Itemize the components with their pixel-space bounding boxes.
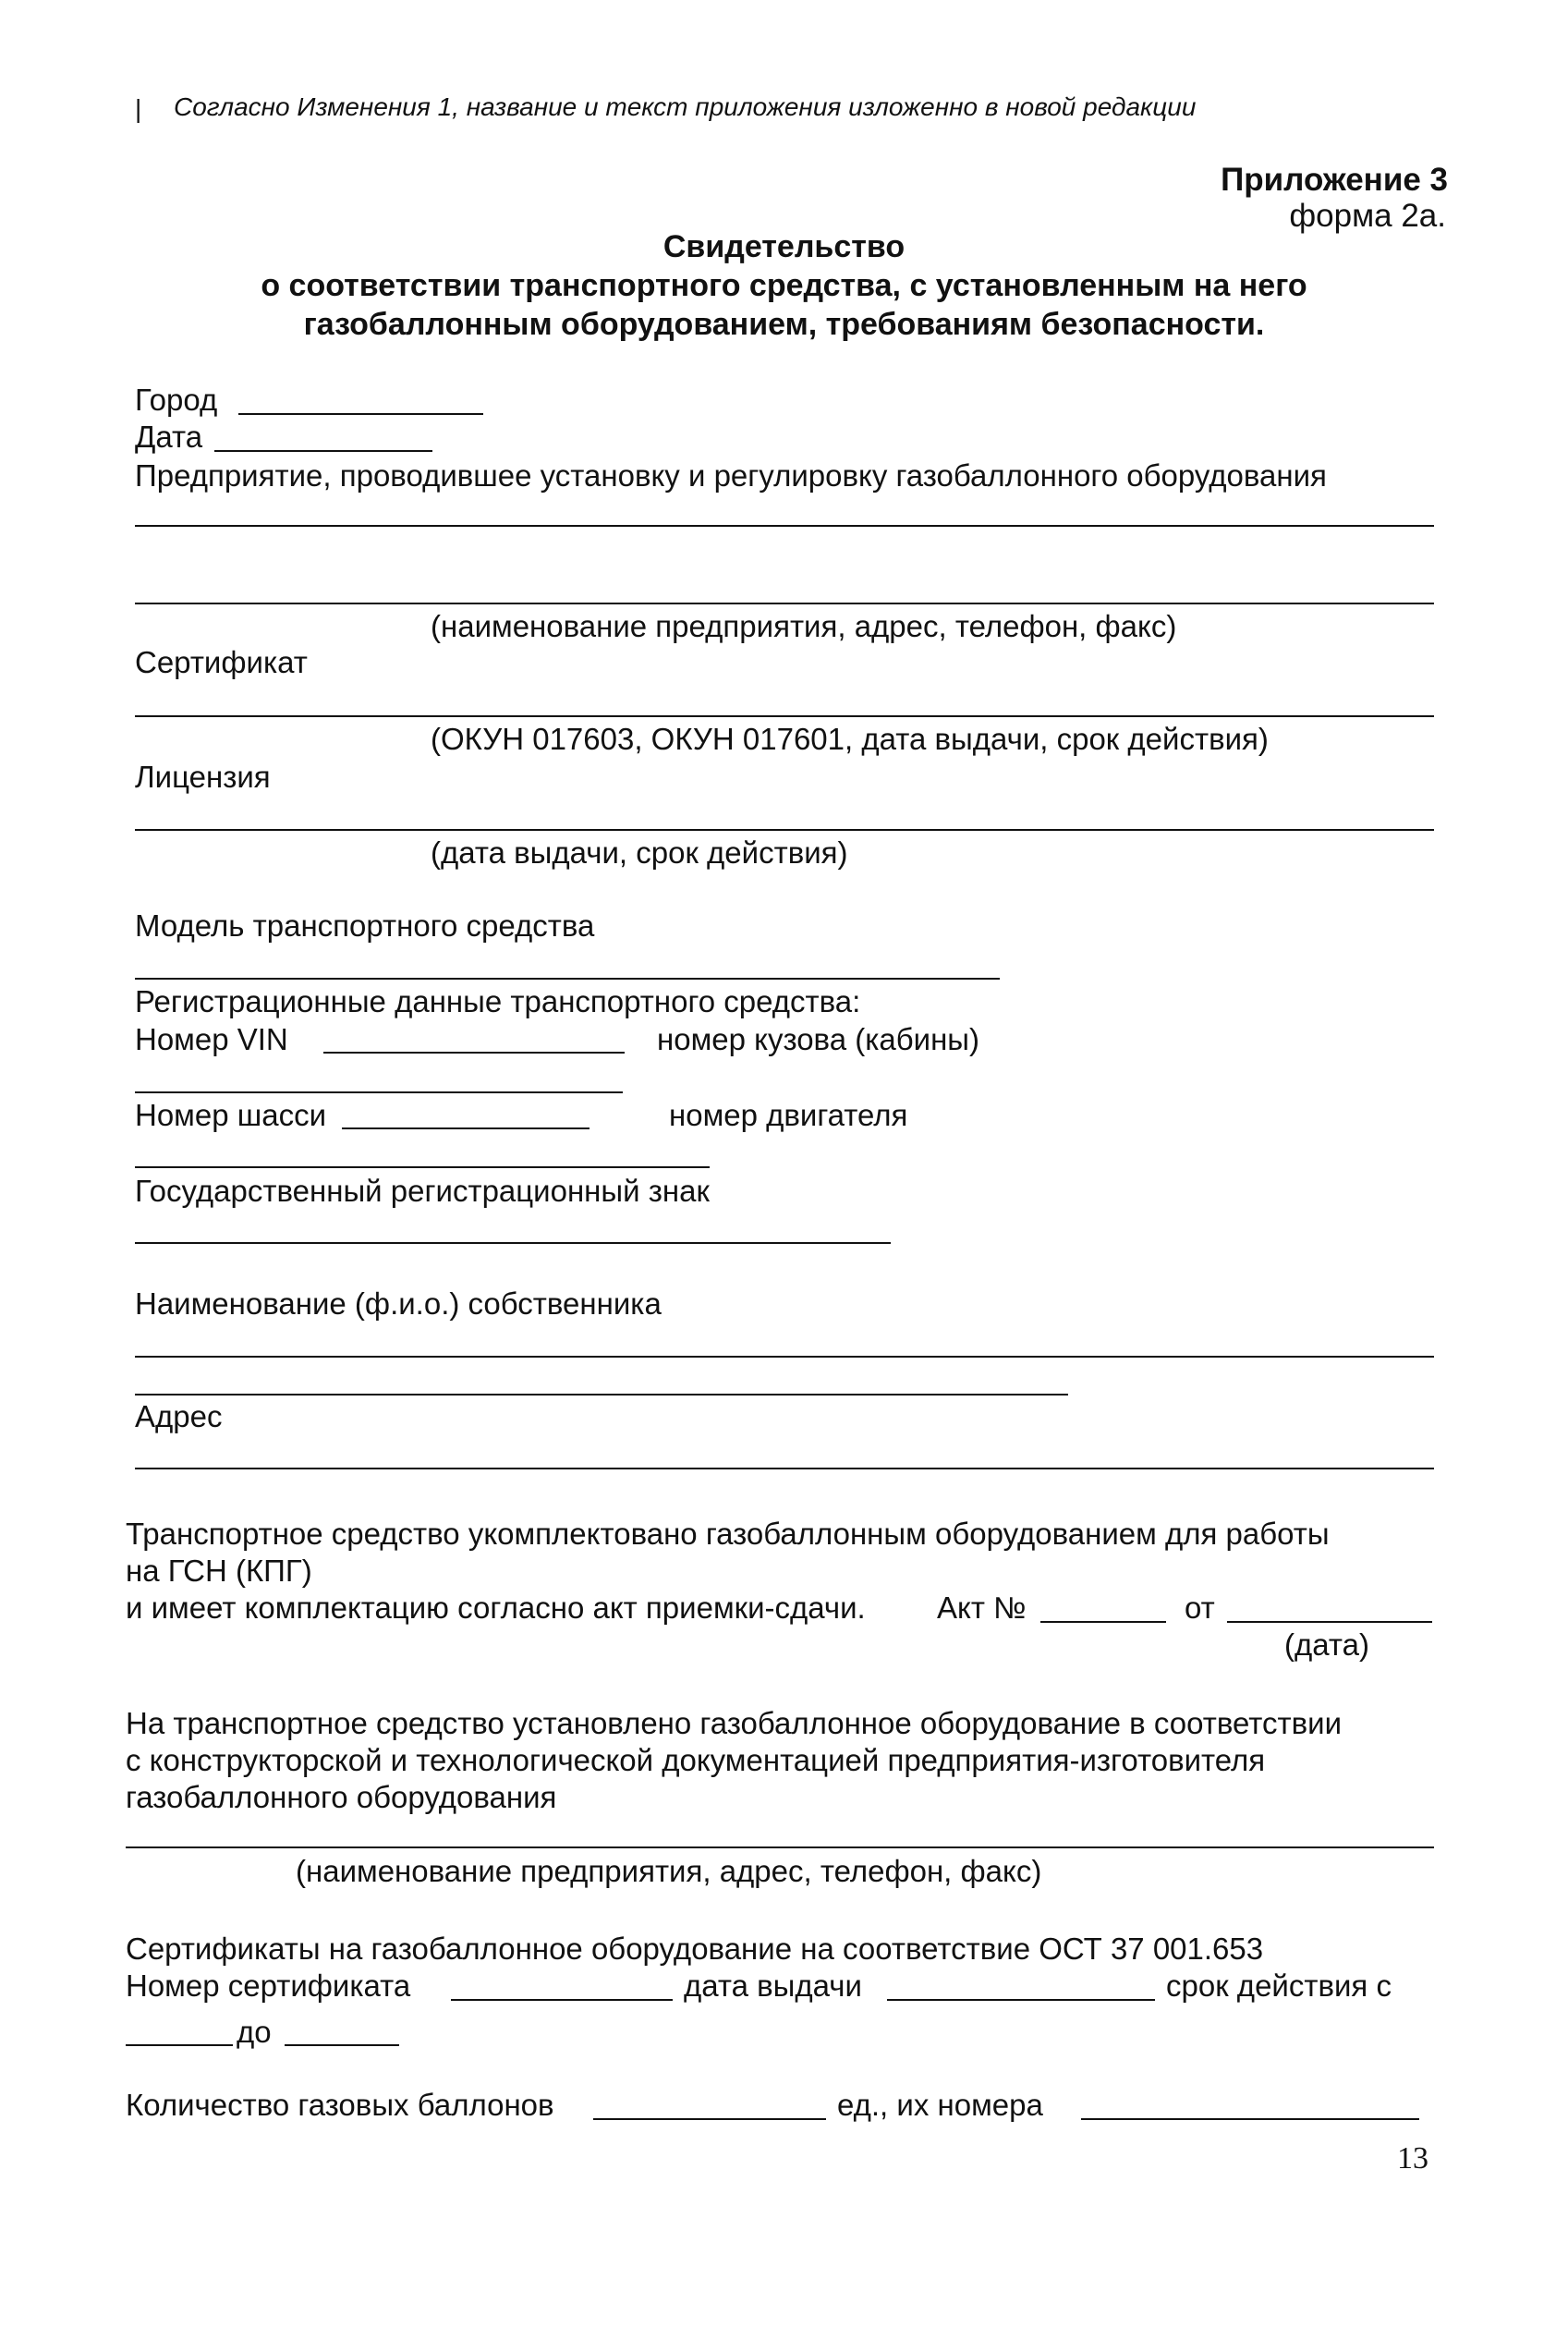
address-label: Адрес — [135, 1399, 223, 1433]
city-label: Город — [135, 383, 218, 417]
cylinders-units-label: ед., их номера — [837, 2088, 1043, 2122]
body-number-line[interactable] — [135, 1091, 623, 1093]
license-line[interactable] — [135, 829, 1434, 831]
document-title: Свидетельство — [662, 229, 906, 264]
manufacturer-hint: (наименование предприятия, адрес, телефон, факс) — [296, 1854, 1042, 1888]
form-number: форма 2а. — [1289, 198, 1446, 234]
state-plate-line[interactable] — [135, 1242, 891, 1244]
revision-mark: | — [135, 94, 142, 123]
appendix-title: Приложение 3 — [1221, 162, 1448, 198]
installed-text-line2: с конструкторской и технологической документацией предприятия-изготовителя — [126, 1743, 1266, 1777]
license-hint: (дата выдачи, срок действия) — [431, 835, 848, 870]
certificates-text: Сертификаты на газобаллонное оборудование на соответствие ОСТ 37 001.653 — [126, 1932, 1264, 1966]
cylinders-count-line[interactable] — [593, 2118, 826, 2120]
certificate-number-label: Номер сертификата — [126, 1968, 411, 2003]
enterprise-hint: (наименование предприятия, адрес, телефон, факс) — [431, 609, 1177, 643]
chassis-line[interactable] — [342, 1127, 590, 1129]
certificate-line[interactable] — [135, 715, 1434, 717]
owner-line-2[interactable] — [135, 1394, 1068, 1395]
certificate-valid-from-line[interactable] — [126, 2044, 233, 2046]
engine-line[interactable] — [135, 1166, 710, 1168]
engine-label: номер двигателя — [669, 1098, 908, 1132]
certificate-issue-date-label: дата выдачи — [684, 1968, 862, 2003]
document-title-line3: газобаллонным оборудованием, требованиям безопасности. — [303, 307, 1265, 342]
owner-line-1[interactable] — [135, 1356, 1434, 1358]
vehicle-model-line[interactable] — [135, 978, 1000, 980]
certificate-number-line[interactable] — [451, 1999, 673, 2001]
certificate-label: Сертификат — [135, 645, 308, 679]
certificate-valid-from-label: срок действия с — [1166, 1968, 1392, 2003]
certificate-issue-date-line[interactable] — [887, 1999, 1155, 2001]
equipment-text-line2: на ГСН (КПГ) — [126, 1554, 312, 1588]
certificate-hint: (ОКУН 017603, ОКУН 017601, дата выдачи, срок действия) — [431, 722, 1269, 756]
page-number: 13 — [1397, 2141, 1428, 2175]
act-from-label: от — [1185, 1590, 1215, 1625]
owner-label: Наименование (ф.и.о.) собственника — [135, 1286, 662, 1321]
installed-text-line3: газобаллонного оборудования — [126, 1780, 557, 1814]
cylinders-count-label: Количество газовых баллонов — [126, 2088, 554, 2122]
act-number-line[interactable] — [1040, 1621, 1166, 1623]
state-plate-label: Государственный регистрационный знак — [135, 1174, 710, 1208]
body-number-label: номер кузова (кабины) — [657, 1022, 980, 1056]
registration-data-label: Регистрационные данные транспортного средства: — [135, 984, 861, 1018]
revision-note: Согласно Изменения 1, название и текст приложения изложенно в новой редакции — [174, 92, 1197, 121]
document-title-line2: о соответствии транспортного средства, с установленным на него — [261, 268, 1307, 303]
address-line[interactable] — [135, 1468, 1434, 1469]
act-date-line[interactable] — [1227, 1621, 1432, 1623]
city-line[interactable] — [238, 413, 483, 415]
enterprise-line-1[interactable] — [135, 525, 1434, 527]
chassis-label: Номер шасси — [135, 1098, 327, 1132]
cylinders-numbers-line[interactable] — [1081, 2118, 1419, 2120]
equipment-text-line1: Транспортное средство укомплектовано газобаллонным оборудованием для работы — [126, 1517, 1330, 1551]
license-label: Лицензия — [135, 760, 271, 794]
date-line[interactable] — [214, 450, 432, 452]
equipment-text-line3: и имеет комплектацию согласно акт приемки-сдачи. — [126, 1590, 866, 1625]
date-label: Дата — [135, 420, 203, 454]
vin-line[interactable] — [323, 1052, 625, 1054]
enterprise-label: Предприятие, проводившее установку и регулировку газобаллонного оборудования — [135, 458, 1327, 493]
act-date-hint: (дата) — [1284, 1627, 1369, 1662]
vin-label: Номер VIN — [135, 1022, 288, 1056]
vehicle-model-label: Модель транспортного средства — [135, 908, 595, 943]
installed-text-line1: На транспортное средство установлено газобаллонное оборудование в соответствии — [126, 1706, 1343, 1740]
certificate-until-line[interactable] — [285, 2044, 399, 2046]
manufacturer-line[interactable] — [126, 1846, 1434, 1848]
enterprise-line-2[interactable] — [135, 603, 1434, 604]
act-number-label: Акт № — [937, 1590, 1027, 1625]
certificate-until-label: до — [237, 2015, 272, 2049]
